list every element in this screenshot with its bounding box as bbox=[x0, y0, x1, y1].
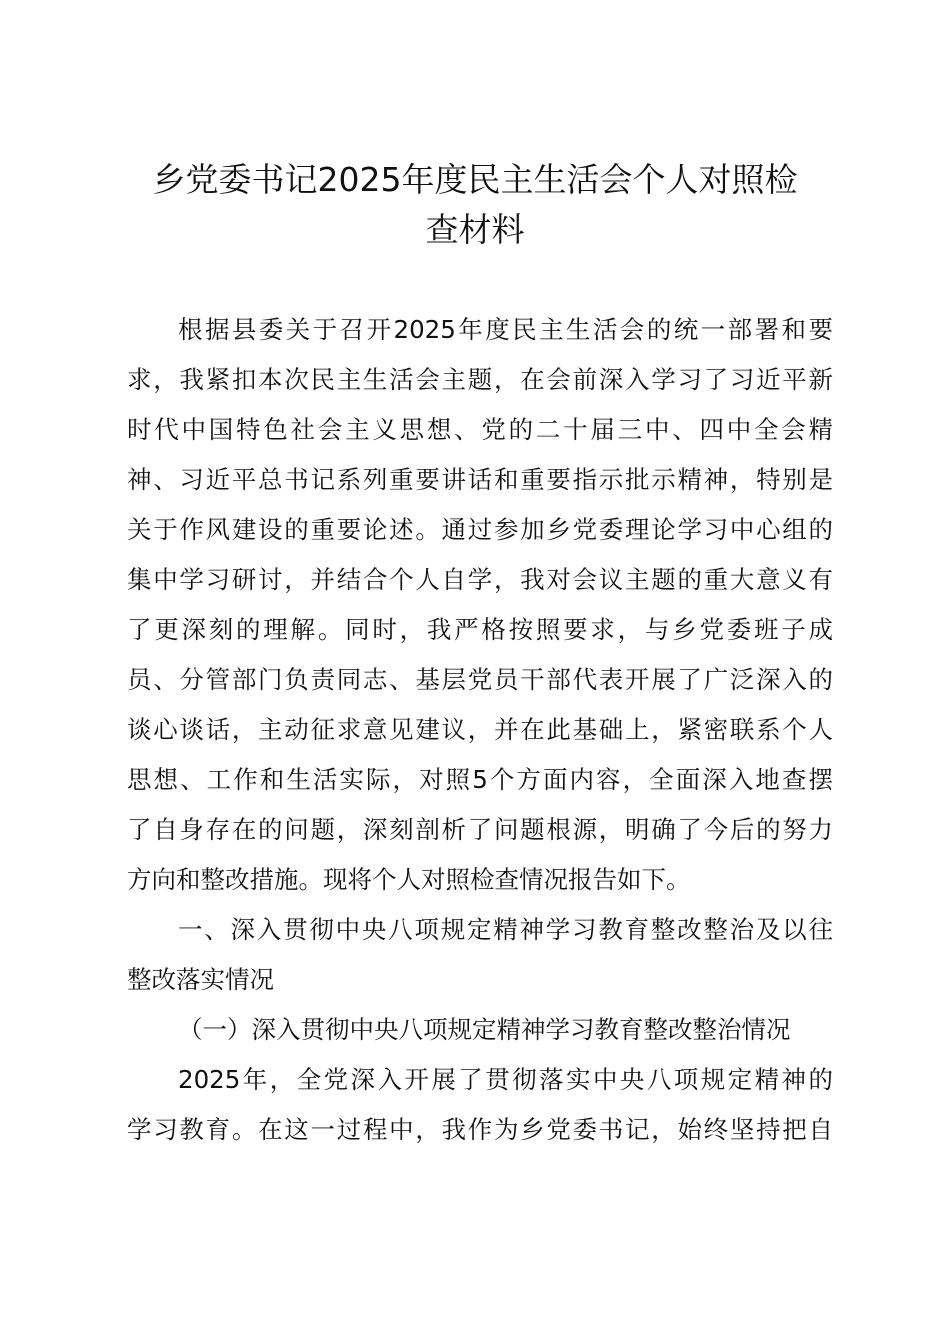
intro-paragraph-line: 集中学习研讨，并结合个人自学，我对会议主题的重大意义有 bbox=[127, 565, 833, 594]
intro-paragraph-line: 员、分管部门负责同志、基层党员干部代表开展了广泛深入的 bbox=[127, 665, 833, 694]
intro-paragraph-line: 时代中国特色社会主义思想、党的二十届三中、四中全会精 bbox=[127, 415, 833, 444]
intro-paragraph-line: 求，我紧扣本次民主生活会主题，在会前深入学习了习近平新 bbox=[127, 365, 833, 394]
intro-paragraph-line: 了自身存在的问题，深刻剖析了问题根源，明确了今后的努力 bbox=[127, 815, 833, 844]
section-heading-1: 一、深入贯彻中央八项规定精神学习教育整改整治及以往 bbox=[178, 915, 833, 944]
section-heading-1: 整改落实情况 bbox=[127, 965, 274, 994]
intro-paragraph-line: 关于作风建设的重要论述。通过参加乡党委理论学习中心组的 bbox=[127, 515, 833, 544]
intro-paragraph-line: 了更深刻的理解。同时，我严格按照要求，与乡党委班子成 bbox=[127, 615, 833, 644]
body-paragraph-line: 学习教育。在这一过程中，我作为乡党委书记，始终坚持把自 bbox=[127, 1115, 833, 1144]
intro-paragraph-line: 谈心谈话，主动征求意见建议，并在此基础上，紧密联系个人 bbox=[127, 715, 833, 744]
intro-paragraph-line: 根据县委关于召开2025年度民主生活会的统一部署和要 bbox=[178, 315, 833, 344]
intro-paragraph-line: 神、习近平总书记系列重要讲话和重要指示批示精神，特别是 bbox=[127, 465, 833, 494]
document-title-line-2: 查材料 bbox=[425, 210, 525, 249]
intro-paragraph-line: 思想、工作和生活实际，对照5个方面内容，全面深入地查摆 bbox=[127, 765, 833, 794]
subsection-heading-1: （一）深入贯彻中央八项规定精神学习教育整改整治情况 bbox=[178, 1015, 791, 1044]
body-paragraph-line: 2025年，全党深入开展了贯彻落实中央八项规定精神的 bbox=[178, 1065, 833, 1094]
document-title-line-1: 乡党委书记2025年度民主生活会个人对照检 bbox=[152, 160, 798, 199]
intro-paragraph-line: 方向和整改措施。现将个人对照检查情况报告如下。 bbox=[127, 865, 691, 894]
